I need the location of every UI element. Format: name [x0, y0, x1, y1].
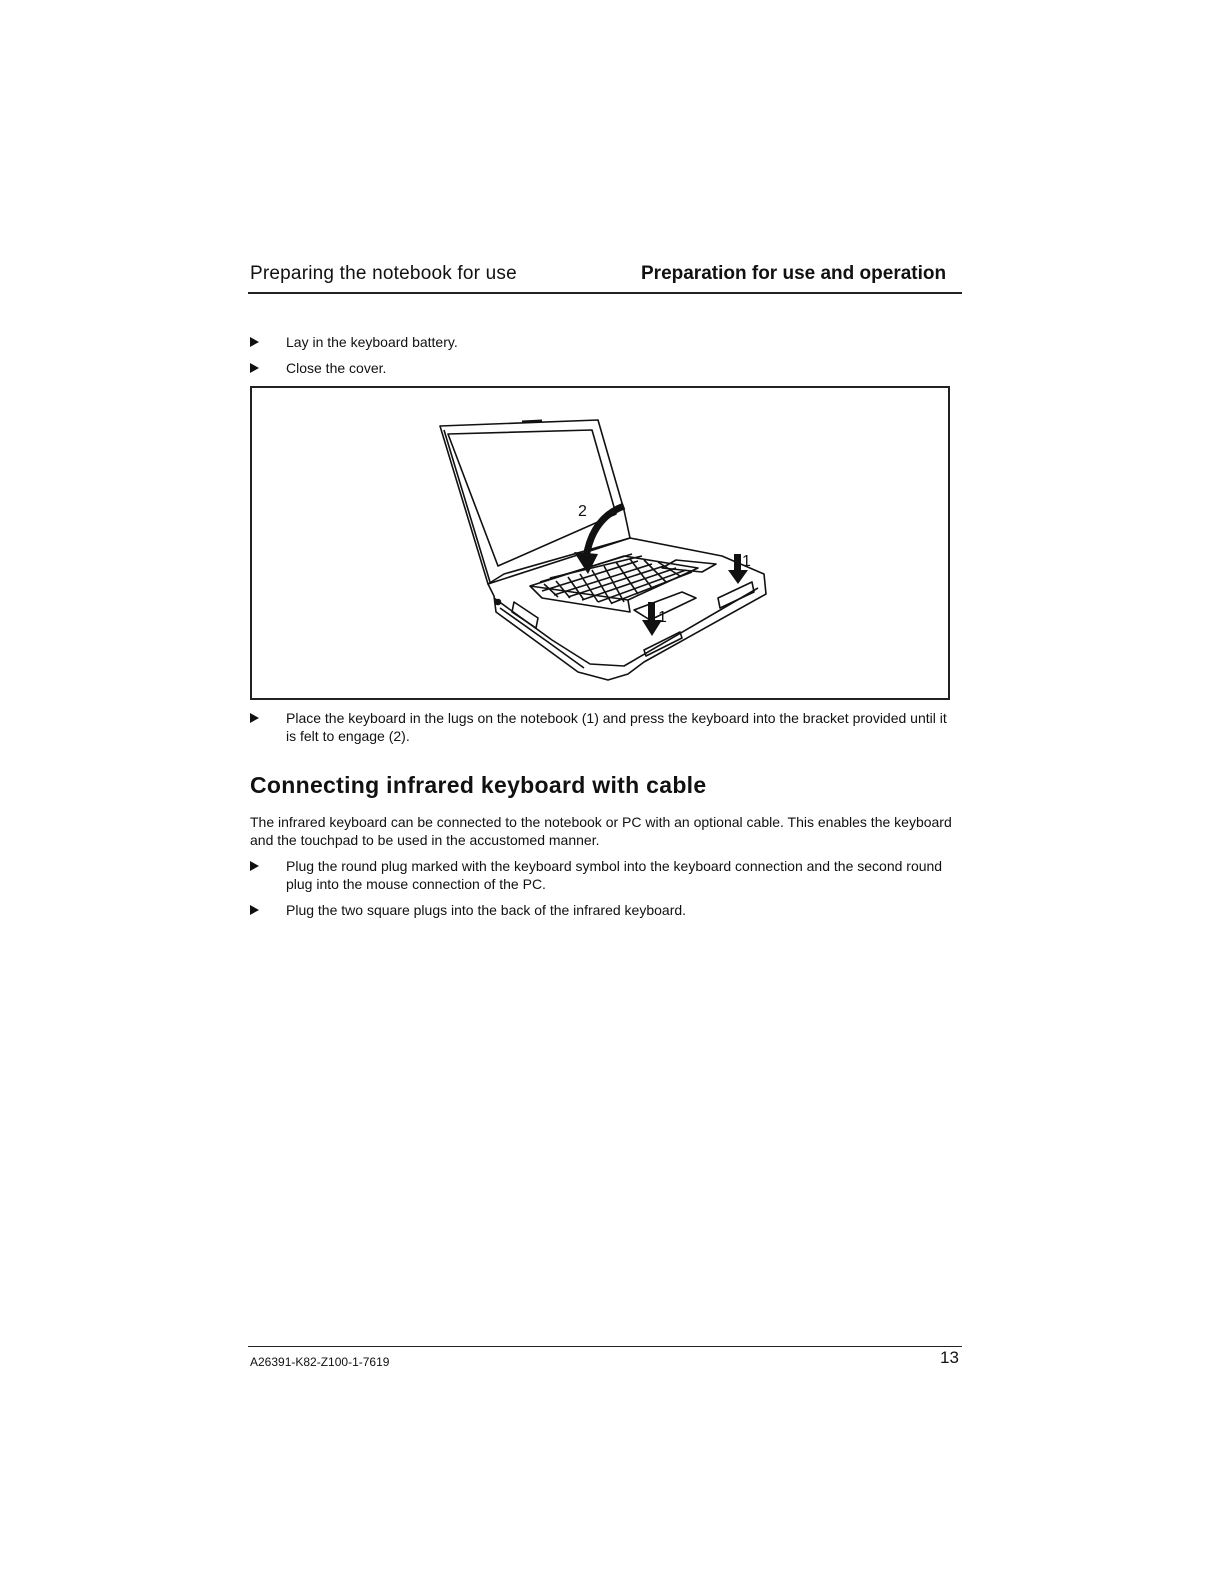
step-text: Plug the two square plugs into the back of the infrared keyboard.: [286, 902, 687, 918]
page-number: 13: [940, 1348, 959, 1367]
step-text: Plug the round plug marked with the keyboard symbol into the keyboard connection and the second round plug into the mouse connection of the PC.: [286, 858, 943, 892]
notebook-keyboard-illustration: [252, 388, 948, 698]
bullet-arrow-icon: [250, 861, 259, 871]
section-intro: The infrared keyboard can be connected to the notebook or PC with an optional cable. This enables the keyboard and the touchpad to be used in the accustomed manner.: [250, 814, 952, 848]
callout-1-right: 1: [742, 553, 751, 570]
bullet-arrow-icon: [250, 905, 259, 915]
running-header-chapter: Preparation for use and operation: [641, 263, 947, 284]
running-header-section: Preparing the notebook for use: [250, 263, 517, 284]
callout-1-lower: 1: [658, 609, 667, 626]
callout-2: 2: [578, 503, 587, 520]
section-heading: Connecting infrared keyboard with cable: [250, 772, 707, 798]
bullet-arrow-icon: [250, 363, 259, 373]
figure-frame: [250, 386, 950, 700]
step-text: Close the cover.: [286, 360, 387, 376]
step-text: Place the keyboard in the lugs on the notebook (1) and press the keyboard into the bracket provided until it is felt to engage (2).: [286, 710, 947, 744]
header-rule: [248, 292, 962, 294]
document-id: A26391-K82-Z100-1-7619: [250, 1355, 390, 1369]
bullet-arrow-icon: [250, 337, 259, 347]
bullet-arrow-icon: [250, 713, 259, 723]
step-text: Lay in the keyboard battery.: [286, 334, 458, 350]
footer-rule: [248, 1346, 962, 1347]
